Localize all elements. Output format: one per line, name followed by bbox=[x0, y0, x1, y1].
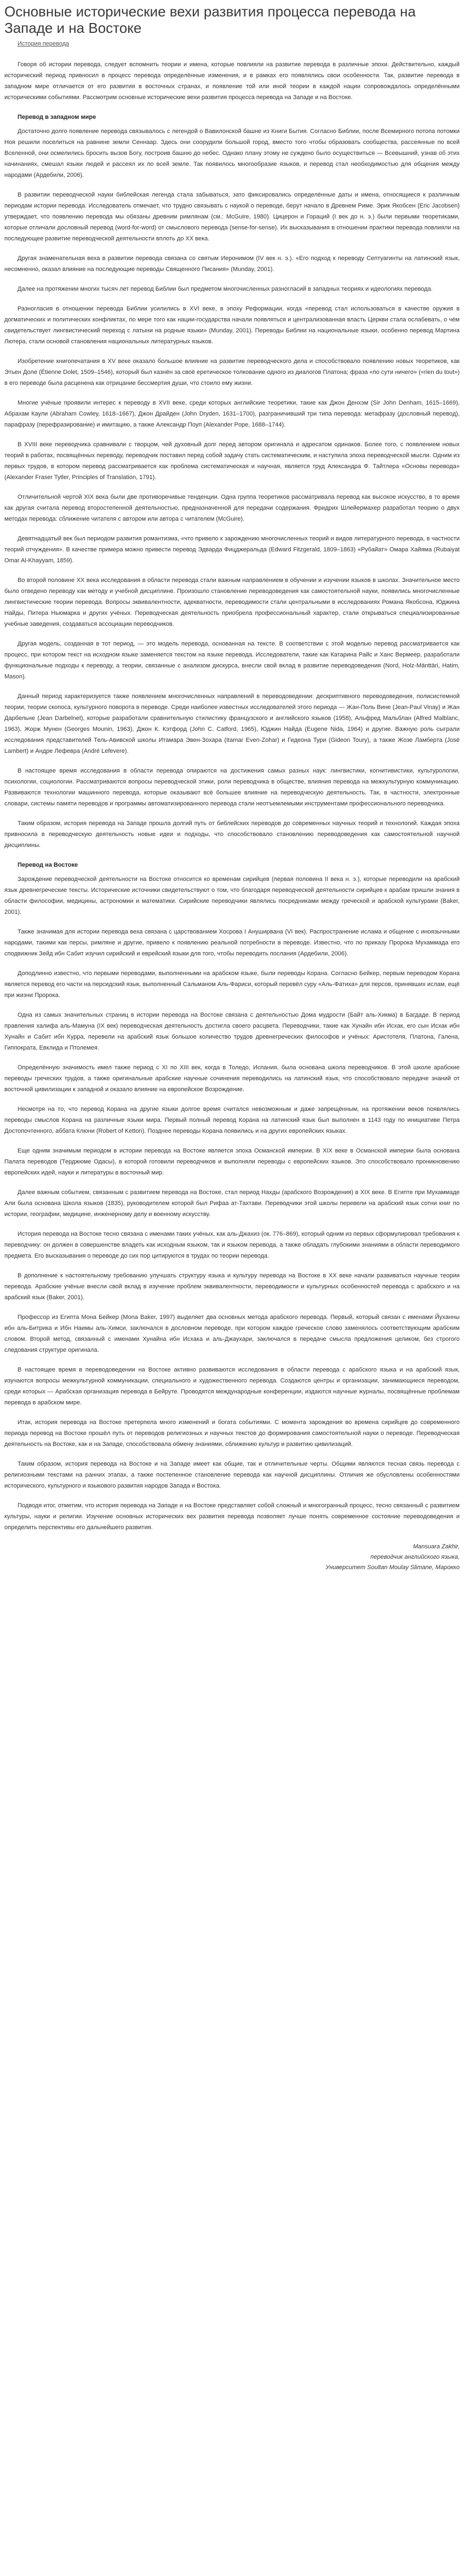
paragraph: Еще одним значимым периодом в истории перевода на Востоке является эпоха Османской империи. В XIX веке в Османской империи была основана Палата переводов (Терджюме Одасы), в которой готовили переводчиков и выполняли переводы с европейских языков. Это способствовало проникновению европейских идей, науки и литературы в восточный мир. bbox=[4, 1148, 460, 1176]
paragraph: Таким образом, история перевода на Востоке и на Западе имеет как общие, так и отличительные черты. Общими являются тесная связь перевода с религиозными текстами на ранних этапах, а также постепенное становление перевода как научной дисциплины. Отличия же обусловлены особенностями исторического, культурного и языкового развития народов Запада и Востока. bbox=[4, 1461, 460, 1489]
paragraph: Далее на протяжении многих тысяч лет перевод Библии был предметом многочисленных разногласий в западных теориях и идеологиях перевода. bbox=[18, 286, 433, 292]
paragraph: Доподлинно известно, что первыми переводами, выполненными на арабском языке, были переводы Корана. Согласно Бейкер, первым переводом Корана является перевод его части на персидский язык, выполненный Сальманом Аль-Фариси, который перевёл суру «Аль-Фатиха» для персов, принявших ислам, ещё при жизни Пророка. bbox=[4, 970, 460, 999]
paragraph: История перевода на Востоке тесно связана с именами таких учёных, как аль-Джахиз (ок. 776–869), который одним из первых сформулировал требования к переводчику: он должен в совершенстве владеть как исходным языком, так и языком перевода, а также обладать глубокими знаниями в области переводимого предмета. Его высказывания о переводе до сих пор цитируются в трудах по теории перевода. bbox=[4, 1231, 460, 1259]
paragraph: Зарождение переводческой деятельности на Востоке относится ко временам сирийцев (первая половина II века н. э.), которые переводили на арабский язык древнегреческие тексты. Исторические источники свидетельствуют о том, что благодаря переводческой деятельности сирийцев к арабам пришли знания в области философии, медицины, астрономии и математики. Сирийские переводчики являлись посредниками между греческой и арабской культурами (Baker, 2001). bbox=[4, 876, 460, 915]
paragraph: Далее важным событием, связанным с развитием перевода на Востоке, стал период Нахды (арабского Возрождения) в XIX веке. В Египте при Мухаммаде Али была основана Школа языков (1835), руководителем которой был Рифаа ат-Тахтави. Переводчики этой школы перевели на арабский язык сотни книг по истории, географии, медицине, инженерному делу и военному искусству. bbox=[4, 1189, 460, 1218]
author-name: Mansuara Zakhir, bbox=[413, 1543, 460, 1550]
paragraph: Во второй половине XX века исследования в области перевода стали важным направлением в обучении и изучении языков в школах. Значительное место было отведено переводу как методу и учебной дисциплине. Произошло становление переводоведения как самостоятельной науки, появились многочисленные лингвистические теории перевода. Вопросы эквивалентности, адекватности, переводимости стали центральными в исследованиях Романа Якобсона, Юджина Найды, Питера Ньюмарка и других учёных. Переводческая деятельность приобрела профессиональный характер, стали открываться специализированные учебные заведения, создаваться ассоциации переводчиков. bbox=[4, 577, 460, 627]
paragraph: В развитии переводческой науки библейская легенда стала забываться, зато фиксировались определённые даты и имена, относящиеся к различным периодам истории перевода. Исследователь отмечает, что трудно связывать с наукой о переводе, берут начало в Древнем Риме. Эрик Якобсен (Eric Jacobsen) утверждает, что появлению перевода мы обязаны древним римлянам (см.: McGuire, 1980). Цицерон и Гораций (I век до н. э.) были первыми теоретиками, которые отличали дословный перевод (word-for-word) от смыслового перевода (sense-for-sense). Их высказывания в отношении практики перевода повлияли на последующее развитие переводческой деятельности вплоть до XX века. bbox=[4, 192, 460, 242]
category-link[interactable]: История перевода bbox=[18, 41, 70, 47]
author-affiliation: Университет Soultan Moulay Slimane, Марокко bbox=[325, 1564, 460, 1571]
section-heading-west: Перевод в западном мире bbox=[18, 114, 96, 120]
paragraph: Профессор из Египта Мона Бейкер (Mona Baker, 1997) выделяет два основных метода арабского перевода. Первый, который связан с именами Йуханны ибн аль-Битрика и Ибн Наимы аль-Химси, заключался в дословном переводе, при котором каждое греческое слово заменялось соответствующим арабским словом. Второй метод, связанный с именами Хунайна ибн Исхака и аль-Джаухари, заключался в передаче смысла предложения целиком, без строгого следования структуре оригинала. bbox=[4, 1314, 460, 1353]
paragraph: Другая знаменательная веха в развитии перевода связана со святым Иеронимом (IV век н. э.). «Его подход к переводу Септуагинты на латинский язык, несомненно, оказал влияние на последующие переводы Священного Писания» (Munday, 2001). bbox=[4, 255, 460, 273]
intro-section bbox=[4, 59, 460, 103]
paragraph: Несмотря на то, что перевод Корана на другие языки долгое время считался невозможным и даже запрещённым, на протяжении веков появлялись переводы смыслов Корана на различные языки мира. Первый полный перевод Корана на латинский язык был выполнен в 1143 году по инициативе Петра Достопочтенного, аббата Клюни (Robert of Ketton). Позднее переводы Корана появились и на других европейских языках. bbox=[4, 1106, 460, 1134]
section-heading-east: Перевод на Востоке bbox=[18, 862, 78, 868]
paragraph: Разногласия в отношении перевода Библии усилились в XVI веке, в эпоху Реформации, когда «перевод стал использоваться в качестве оружия в догматических и политических конфликтах, по мере того как нации-государства начали появляться и централизованная власть Церкви стала ослабевать, о чём свидетельствует лингвистический переход с латыни на родные языки» (Munday, 2001). Переводы Библии на национальные языки, особенно перевод Мартина Лютера, стали основой становления национальных литературных языков. bbox=[4, 306, 460, 345]
paragraph: Данный период характеризуется также появлением многочисленных направлений в переводоведении: дескриптивного переводоведения, полисистемной теории, теории скопоса, культурного поворота в переводе. Среди наиболее известных исследователей этого периода — Жан-Поль Вине (Jean-Paul Vinay) и Жан Дарбельне (Jean Darbelnet), которые разработали сравнительную стилистику французского и английского языков (1958), Альфред Мальблан (Alfred Malblanc, 1963), Жорж Мунен (Georges Mounin, 1963), Джон К. Кэтфорд (John C. Catford, 1965), Юджин Найда (Eugene Nida, 1964) и другие. Важную роль сыграли исследования представителей Тель-Авивской школы Итамара Эвен-Зохара (Itamar Even-Zohar) и Гидеона Тури (Gideon Toury), а также Жозе Ламберта (José Lambert) и Андре Лефевра (André Lefevere). bbox=[4, 693, 460, 754]
paragraph: В настоящее время в переводоведении на Востоке активно развиваются исследования в области перевода с арабского языка и на арабский язык, изучаются вопросы межкультурной коммуникации, специального и художественного перевода. Создаются центры и организации, занимающиеся переводом, среди которых — Арабская организация перевода в Бейруте. Проводятся международные конференции, издаются научные журналы, посвящённые проблемам перевода в арабском мире. bbox=[4, 1367, 460, 1406]
paragraph: В XVIII веке переводчика сравнивали с творцом, чей духовный долг перед автором оригинала и адресатом одинаков. Более того, с появлением новых теорий в работах, посвящённых переводу, переводчик поставил перед собой задачу стать систематическим, и наступила эпоха переводческой мысли. Одним из первых трудов, в котором перевод рассматривается как проблема систематическая и научная, является труд Александра Ф. Тайтлера «Основы перевода» (Alexander Fraser Tytler, Principles of Translation, 1791). bbox=[4, 441, 460, 481]
paragraph: Также значимая для истории перевода веха связана с царствованием Хосрова I Ануширвана (VI век). Распространение ислама и общение с иноязычными народами, такими как персы, римляне и другие, привело к появлению реальной потребности в переводе. Известно, что по приказу Пророка Мухаммада его сподвижник Зейд ибн Сабит изучил сирийский и еврейский языки для того, чтобы переводить послания (Ардебили, 2006). bbox=[4, 929, 460, 957]
paragraph: Итак, история перевода на Востоке претерпела много изменений и богата событиями. С момента зарождения во времена сирийцев до современного периода перевод на Востоке прошёл путь от переводов религиозных и научных текстов до формирования самостоятельной науки о переводе. Переводческая деятельность на Востоке, как и на Западе, способствовала обмену знаниями, сближению культур и развитию цивилизаций. bbox=[4, 1419, 460, 1448]
paragraph: Подводя итог, отметим, что история перевода на Западе и на Востоке представляет собой сложный и многогранный процесс, тесно связанный с развитием культуры, науки и религии. Изучение основных исторических вех развития перевода позволяет лучше понять современное состояние переводоведения и определить перспективы его дальнейшего развития. bbox=[4, 1502, 460, 1531]
paragraph: Определённую значимость имел также период с XI по XIII век, когда в Толедо, Испания, была основана школа переводчиков. В этой школе арабские переводы греческих трудов, а также оригинальные арабские научные сочинения переводились на латинский язык, что способствовало передаче знаний от восточной цивилизации к западной и оказало влияние на европейское Возрождение. bbox=[4, 1064, 460, 1093]
west-section bbox=[4, 114, 460, 851]
author-signature bbox=[4, 1542, 460, 1573]
paragraph: Другая модель, созданная в тот период, — это модель перевода, основанная на тексте. В соответствии с этой моделью перевод рассматривается как процесс, при котором текст на исходном языке заменяется текстом на языке перевода. Исследователи, такие как Катарина Райс и Ханс Вермеер, разработали функциональные подходы к переводу, а теории, связанные с анализом дискурса, внесли свой вклад в развитие переводоведения (Nord, Holz-Mänttäri, Hatim, Mason). bbox=[4, 641, 460, 680]
paragraph: Одна из самых значительных страниц в истории перевода на Востоке связана с деятельностью Дома мудрости (Байт аль-Хикма) в Багдаде. В период правления халифа аль-Мамуна (IX век) переводческая деятельность достигла своего расцвета. Переводчики, такие как Хунайн ибн Исхак, его сын Исхак ибн Хунайн и Сабит ибн Курра, перевели на арабский язык большое количество трудов древнегреческих философов и учёных: Аристотеля, Платона, Галена, Гиппократа, Евклида и Птолемея. bbox=[4, 1012, 460, 1051]
paragraph: Изобретение книгопечатания в XV веке оказало большое влияние на развитие переводческого дела и способствовало появлению новых теоретиков, как Этьен Доле (Étienne Dolet, 1509–1546), который был казнён за своё еретическое толкование одного из диалогов Платона; фраза «по сути ничего» («rien du tout») в его переводе была расценена как отрицание бессмертия души, что стоило ему жизни. bbox=[4, 358, 460, 387]
page-title: Основные исторические вехи развития процесса перевода на Западе и на Востоке bbox=[4, 3, 416, 36]
intro-paragraph: Говоря об истории перевода, следует вспомнить теории и имена, которые повлияли на развитие перевода в различные эпохи. Действительно, каждый исторический период привносил в процесс перевода определённые изменения, и в рамках его появлялись свои особенности. Так, развитие перевода в западном мире отличается от его развития в восточных странах, и появление той или иной теории в каждой нации сопровождалось определёнными историческими событиями. Рассмотрим основные исторические вехи развития процесса перевода на Западе и на Востоке. bbox=[4, 61, 460, 101]
author-title: переводчик английского языка, bbox=[370, 1554, 460, 1560]
paragraph: В настоящее время исследования в области перевода опираются на достижения самых разных наук: лингвистики, когнитивистики, культурологии, психологии, социологии. Рассматриваются вопросы переводческой этики, роли переводчика в обществе, влияния перевода на межкультурную коммуникацию. Развиваются технологии машинного перевода, которые оказывают всё большее влияние на переводческую деятельность. Так, в частности, электронные словари, системы памяти переводов и программы автоматизированного перевода стали неотъемлемыми инструментами профессионального переводчика. bbox=[4, 768, 460, 807]
paragraph: Отличительной чертой XIX века были две противоречивые тенденции. Одна группа теоретиков рассматривала перевод как высокое искусство, в то время как другая считала перевод второстепенной деятельностью, предназначенной для передачи содержания. Фридрих Шлейермахер разработал теорию о двух методах перевода: сближение читателя с автором или автора с читателем (McGuire). bbox=[4, 494, 460, 522]
paragraph: В дополнение к настоятельному требованию улучшать структуру языка и культуру перевода на Востоке в XX веке начали развиваться научные теории перевода. Арабские учёные внесли свой вклад в изучение проблем эквивалентности, переводимости и культурных особенностей перевода с арабского и на арабский язык (Baker, 2001). bbox=[4, 1272, 460, 1301]
paragraph: Таким образом, история перевода на Западе прошла долгий путь от библейских переводов до современных научных теорий и технологий. Каждая эпоха привносила в переводческую деятельность новые идеи и подходы, что способствовало становлению переводоведения как самостоятельной научной дисциплины. bbox=[4, 820, 460, 849]
east-section bbox=[4, 862, 460, 1533]
paragraph: Достаточно долго появление перевода связывалось с легендой о Вавилонской башне из Книги Бытия. Согласно Библии, после Всемирного потопа потомки Ноя решили поселиться на равнине земли Сеннаар. Здесь они соорудили большой город, вместо того чтобы образовать сообщества, рассеянные по всей Вселенной, они осмелились бросить вызов Богу, построив башню до небес. Однако плану этому не суждено было осуществиться — Всевышний, узнав об этих начинаниях, смешал языки людей и рассеял их по всей земле. Так появилось многообразие языков, и перевод стал необходимостью для общения между народами (Ардебили, 2006). bbox=[4, 128, 460, 178]
paragraph: Девятнадцатый век был периодом развития романтизма, «что привело к зарождению многочисленных теорий и видов литературного перевода, в частности теорий отчуждения». В качестве примера можно привести перевод Эдварда Фицджеральда (Edward Fitzgerald, 1809–1863) «Рубайат» Омара Хайяма (Rubaiyat Omar Al-Khayyam, 1859). bbox=[4, 535, 460, 564]
paragraph: Многие учёные проявили интерес к переводу в XVII веке, среди которых английские теоретики, такие как Джон Денхэм (Sir John Denham, 1615–1669), Абрахам Каули (Abraham Cowley, 1618–1667), Джон Драйден (John Dryden, 1631–1700), разграничивший три типа перевода: метафразу (дословный перевод), парафразу (перефразирование) и имитацию, а также Александр Поуп (Alexander Pope, 1688–1744). bbox=[4, 400, 460, 428]
